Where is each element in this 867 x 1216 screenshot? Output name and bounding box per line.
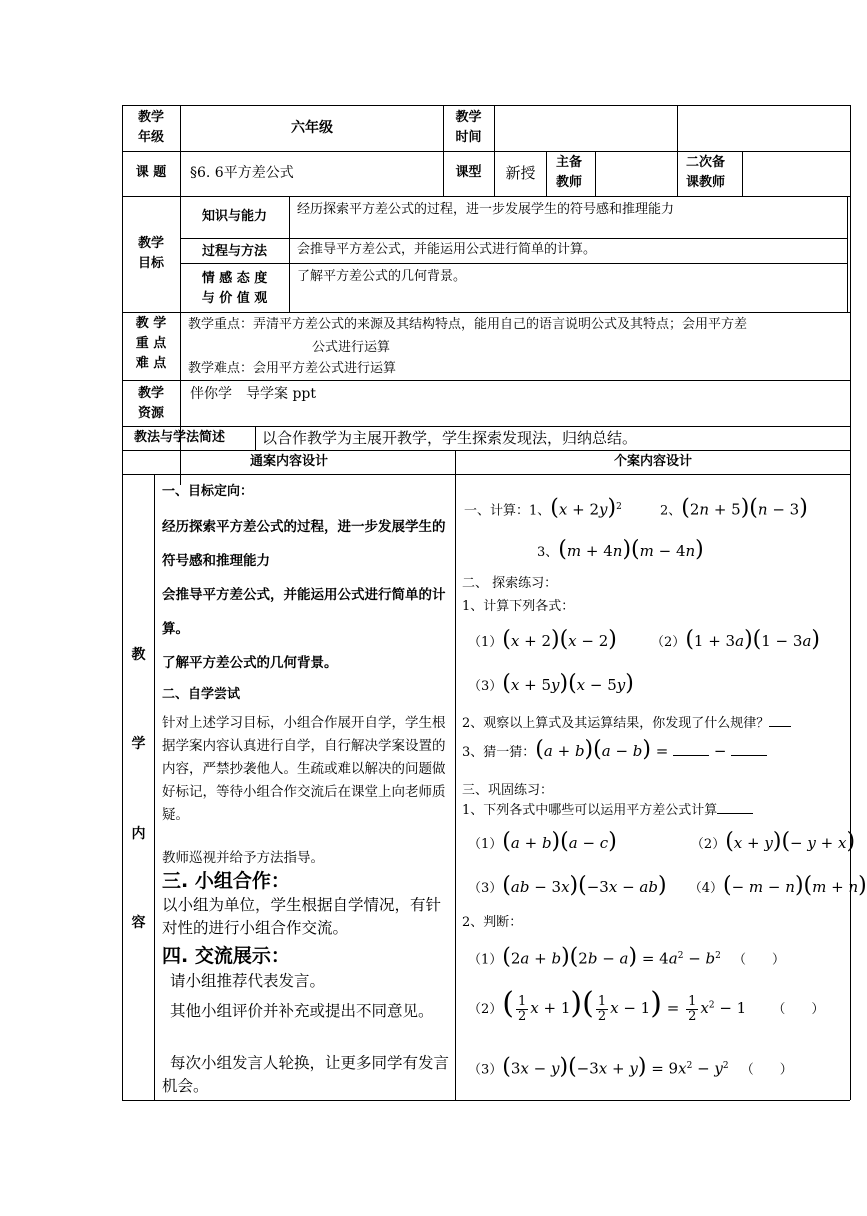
- table-border: [289, 196, 290, 312]
- left-s1-title: 一、目标定向：: [162, 484, 254, 499]
- right-design-header: 个案内容设计: [613, 454, 692, 469]
- left-s3-p1: 以小组为单位，学生根据自学情况，有针对性的进行小组合作交流。: [162, 896, 442, 937]
- answer-blank[interactable]: [769, 726, 791, 727]
- item-number: （3）: [468, 881, 503, 896]
- teaching-focus: 教学重点：弄清平方差公式的来源及其结构特点，能用自己的语言说明公式及其特点；会用平方差: [188, 317, 748, 332]
- goal-label-knowledge: 知识与能力: [201, 209, 267, 224]
- answer-blank[interactable]: [717, 813, 753, 814]
- left-s1-p2: 会推导平方差公式，并能运用公式进行简单的计算。: [162, 587, 446, 637]
- calc-row-2: 3、(m + 4n)(m − 4n): [537, 537, 704, 562]
- goal-label-process: 过程与方法: [201, 244, 267, 259]
- judge-title: 2、判断：: [462, 915, 523, 930]
- explore-1: 1、计算下列各式：: [462, 599, 575, 614]
- table-border: [122, 474, 850, 475]
- topic-value: §6. 6平方差公式: [190, 165, 294, 181]
- item-number: （1）: [468, 837, 503, 852]
- consolidate-1: [462, 801, 753, 821]
- left-s1-p3: 了解平方差公式的几何背景。: [162, 655, 338, 671]
- left-s2-p2: 教师巡视并给予方法指导。: [162, 850, 324, 866]
- table-border: [180, 263, 847, 264]
- second-teacher-label: 二次备 课教师: [686, 155, 726, 190]
- table-border: [595, 151, 596, 196]
- methods-label: 教法与学法简述: [134, 430, 226, 445]
- left-s1-p1: 经历探索平方差公式的过程，进一步发展学生的符号感和推理能力: [162, 519, 446, 569]
- table-border: [122, 380, 850, 381]
- explore-2: [462, 714, 791, 734]
- goal-text-process: 会推导平方差公式，并能运用公式进行简单的计算。: [297, 242, 597, 257]
- explore-3-text: 3、猜一猜：: [462, 745, 536, 760]
- left-s4-p1: 请小组推荐代表发言。: [170, 972, 326, 990]
- table-border: [255, 426, 256, 450]
- judge-answer-box[interactable]: （ ）: [772, 1002, 825, 1017]
- table-border: [122, 196, 850, 197]
- judge-row-2: （2）( $\frac{1}{2}$ x + 1)( $\frac{1}{2}$ x − 1) = $\frac{1}{2}$ $x^2 - 1$ （ ）: [468, 986, 825, 1024]
- table-border: [122, 312, 850, 313]
- left-s3-title: 三. 小组合作：: [162, 870, 290, 892]
- answer-blank[interactable]: [673, 755, 709, 756]
- keypoints-label: 教 学 重 点 难 点: [135, 316, 167, 371]
- goal-text-knowledge: 经历探索平方差公式的过程，进一步发展学生的符号感和推理能力: [297, 202, 675, 217]
- main-teacher-label: 主备 教师: [556, 155, 583, 190]
- table-border: [677, 151, 678, 196]
- table-border: [847, 196, 848, 312]
- time-label: 教学 时间: [455, 110, 482, 145]
- table-border: [122, 450, 850, 451]
- consolidate-row-2: （3）(ab − 3x)(−3x − ab) （4）(− m − n)(m + n): [468, 873, 867, 898]
- calc-3: 3、: [537, 545, 559, 560]
- table-border: [455, 450, 456, 1100]
- consolidate-1-text: 1、下列各式中哪些可以运用平方差公式计算: [462, 803, 718, 818]
- item-number: （1）: [468, 635, 503, 650]
- type-value: 新授: [505, 164, 536, 182]
- goals-label: 教学 目标: [137, 236, 164, 271]
- explore-row-2: （3）(x + 5y)(x − 5y): [468, 671, 634, 696]
- goal-label-attitude: 情 感 态 度 与 价 值 观: [201, 271, 268, 306]
- calc-prefix: 一、计算：1、: [464, 503, 551, 519]
- table-border: [850, 105, 851, 1100]
- answer-blank[interactable]: [731, 755, 767, 756]
- judge-answer-box[interactable]: （ ）: [740, 1062, 793, 1078]
- table-border: [677, 105, 678, 151]
- topic-label: 课 题: [135, 165, 167, 180]
- methods-text: 以合作教学为主展开教学，学生探索发现法，归纳总结。: [262, 429, 638, 447]
- consolidate-title: 三、巩固练习：: [462, 783, 554, 798]
- table-border: [122, 1100, 850, 1101]
- item-number: （3）: [468, 1062, 503, 1078]
- left-s2-title: 二、自学尝试: [162, 687, 241, 702]
- table-border: [742, 151, 743, 196]
- judge-answer-box[interactable]: （ ）: [733, 952, 786, 968]
- item-number: （4）: [688, 881, 723, 896]
- side-char: 容: [131, 915, 146, 931]
- item-number: （2）: [468, 1002, 503, 1017]
- calc-row-1: 一、计算：1、$(x + 2y)^2$ 2、(2n + 5)(n − 3): [464, 495, 808, 521]
- side-char: 学: [131, 736, 146, 752]
- explore-2-text: 2、观察以上算式及其运算结果，你发现了什么规律？: [462, 716, 770, 731]
- table-border: [154, 474, 155, 1100]
- left-design-header: 通案内容设计: [249, 454, 328, 469]
- table-border: [180, 238, 847, 239]
- judge-row-3: $(3)(3x - y)(-3x + y) = 9x^2 - y^2$ （ ）: [468, 1054, 793, 1080]
- table-border: [122, 105, 850, 106]
- explore-title: 二、 探索练习：: [462, 576, 558, 591]
- type-label: 课型: [455, 165, 482, 180]
- judge-row-1: $(1)(2a + b)(2b - a) = 4a^2 - b^2$ （ ）: [468, 944, 786, 970]
- left-s2-p1: 针对上述学习目标，小组合作展开自学，学生根据学案内容认真进行自学，自行解决学案设置的内容，严禁抄袭他人。生疏或难以解决的问题做好标记，等待小组合作交流后在课堂上向老师质疑。: [162, 715, 446, 823]
- item-number: （2）: [651, 635, 686, 650]
- side-char: 内: [131, 826, 146, 842]
- side-char: 教: [131, 647, 146, 663]
- resources-label: 教学 资源: [137, 386, 164, 421]
- consolidate-row-1: （1）(a + b)(a − c) （2）(x + y)(− y + x): [468, 829, 856, 854]
- grade-label: 教学 年级: [137, 110, 164, 145]
- item-number: （2）: [690, 837, 726, 852]
- grade-value: 六年级: [291, 120, 333, 136]
- left-s4-p2: 其他小组评价并补充或提出不同意见。: [170, 1002, 434, 1020]
- item-number: （3）: [468, 679, 503, 694]
- goal-text-attitude: 了解平方差公式的几何背景。: [297, 269, 467, 284]
- teaching-focus-cont: 公式进行运算: [312, 340, 391, 355]
- resources-text: 伴你学 导学案 ppt: [190, 386, 316, 402]
- table-border: [546, 151, 547, 196]
- explore-3: 3、猜一猜：(a + b)(a − b) = −: [462, 740, 767, 763]
- explore-row-1: （1）(x + 2)(x − 2) （2）(1 + 3a)(1 − 3a): [468, 627, 820, 652]
- teaching-difficulty: 教学难点：会用平方差公式进行运算: [188, 361, 397, 376]
- item-number: （1）: [468, 952, 503, 968]
- table-border: [122, 151, 850, 152]
- calc-2: 2、: [659, 503, 682, 519]
- left-s4-title: 四. 交流展示：: [162, 945, 290, 967]
- left-s4-p3: 每次小组发言人轮换，让更多同学有发言机会。: [162, 1054, 450, 1095]
